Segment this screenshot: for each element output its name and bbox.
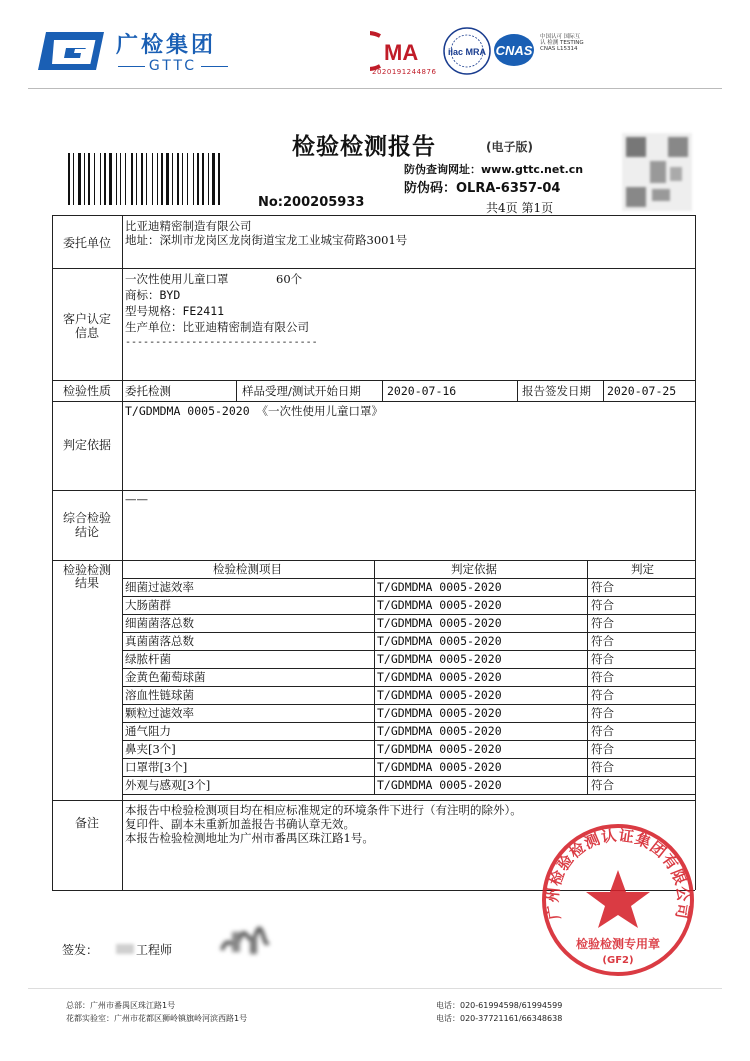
result-item: 大肠菌群 [125,598,171,612]
result-basis: T/GDMDMA 0005-2020 [377,580,502,594]
page-count: 共4页 第1页 [486,201,554,215]
table-border-top [52,215,695,216]
barcode-icon [68,153,256,205]
result-basis: T/GDMDMA 0005-2020 [377,598,502,612]
nature-label: 检验性质 [62,384,111,398]
issue-date: 2020-07-25 [607,384,677,398]
result-judgement: 符合 [591,670,614,684]
table-row [123,776,670,794]
conclusion-label-2: 结论 [74,525,99,539]
seal-code: (GF2) [602,955,634,966]
header-divider [28,88,722,89]
basis-label: 判定依据 [62,438,111,452]
result-basis: T/GDMDMA 0005-2020 [377,670,502,684]
handwritten-signature-icon [218,924,270,962]
result-basis: T/GDMDMA 0005-2020 [377,706,502,720]
table-row [123,632,670,650]
signer-label: 签发： [62,943,99,957]
table-row [123,704,670,722]
result-judgement: 符合 [591,652,614,666]
footer-divider [28,988,722,989]
nature-value: 委托检测 [125,384,171,398]
brand-sub-text: GTTC [145,58,201,74]
result-judgement: 符合 [591,580,614,594]
signer-name-redacted [116,944,134,954]
result-basis: T/GDMDMA 0005-2020 [377,652,502,666]
result-item: 口罩带[3个] [125,760,188,774]
result-item: 颗粒过滤效率 [125,706,194,720]
result-basis: T/GDMDMA 0005-2020 [377,634,502,648]
verify-url: 防伪查询网址：www.gttc.net.cn [404,163,584,176]
client-address: 地址：深圳市龙岗区龙岗街道宝龙工业城宝荷路3001号 [125,233,408,247]
header-item: 检验检测项目 [213,562,282,576]
result-basis: T/GDMDMA 0005-2020 [377,742,502,756]
receive-date: 2020-07-16 [387,384,457,398]
table-row [123,758,670,776]
product-name: 一次性使用儿童口罩 [125,272,229,286]
result-item: 真菌菌落总数 [125,634,194,648]
result-judgement: 符合 [591,778,614,792]
table-row [123,650,670,668]
result-judgement: 符合 [591,634,614,648]
result-basis: T/GDMDMA 0005-2020 [377,760,502,774]
report-number: No:200205933 [258,195,365,210]
result-judgement: 符合 [591,724,614,738]
anti-fake-code: 防伪码：OLRA-6357-04 [404,181,561,196]
cnas-text: CNAS [495,43,533,58]
table-row [123,578,670,596]
result-item: 绿脓杆菌 [125,652,171,666]
results-header-row [123,560,670,578]
table-row [123,740,670,758]
table-row [123,686,670,704]
table-border-right [695,215,696,890]
qr-code-icon [622,133,692,211]
product-brand: 商标：BYD [125,288,181,302]
customer-info-label-2: 信息 [74,326,99,340]
ilac-mra-logo-icon [442,26,492,76]
result-item: 金黄色葡萄球菌 [125,670,206,684]
result-item: 溶血性链球菌 [125,688,194,702]
footer-hq-address: 总部：广州市番禺区珠江路1号 [66,1001,176,1010]
product-model: 型号规格：FE2411 [125,304,225,318]
customer-info-label-1: 客户认定 [62,312,111,326]
table-row [123,722,670,740]
result-judgement: 符合 [591,688,614,702]
product-qty: 60个 [276,272,303,286]
result-basis: T/GDMDMA 0005-2020 [377,778,502,792]
basis-value: T/GDMDMA 0005-2020 《一次性使用儿童口罩》 [125,404,384,418]
table-row [123,596,670,614]
remark-line-3: 本报告检验检测地址为广州市番禺区珠江路1号。 [125,831,374,845]
conclusion-label-1: 综合检验 [62,511,111,525]
remark-line-1: 本报告中检验检测项目均在相应标准规定的环境条件下进行（有注明的除外）。 [125,803,522,817]
ilac-text: ilac MRA [447,47,487,57]
result-item: 通气阻力 [125,724,171,738]
result-basis: T/GDMDMA 0005-2020 [377,688,502,702]
cma-text: MA [384,40,419,65]
seal-center-text: 检验检测专用章 [575,937,661,951]
gttc-logo-icon [36,28,106,74]
result-item: 细菌菌落总数 [125,616,194,630]
info-dashes: -------------------------------- [125,337,318,348]
result-judgement: 符合 [591,598,614,612]
header-judgement: 判定 [631,562,654,576]
cma-number: 2020191244876 [372,68,437,76]
edition-tag: (电子版) [486,140,533,154]
result-item: 细菌过滤效率 [125,580,194,594]
table-row [123,614,670,632]
result-basis: T/GDMDMA 0005-2020 [377,724,502,738]
header-basis: 判定依据 [451,562,497,576]
conclusion-value: —— [125,492,148,506]
brand-name: 广检集团 [116,33,217,58]
signer-title: 工程师 [136,943,173,957]
table-row [123,668,670,686]
receive-date-label: 样品受理/测试开始日期 [242,384,361,398]
report-title: 检验检测报告 [292,134,436,160]
result-basis: T/GDMDMA 0005-2020 [377,616,502,630]
remark-line-2: 复印件、副本未重新加盖报告书确认章无效。 [125,817,355,831]
client-name: 比亚迪精密制造有限公司 [125,219,252,233]
footer-lab-phone: 电话：020-37721161/66348638 [436,1014,563,1023]
footer-hq-phone: 电话：020-61994598/61994599 [436,1001,563,1010]
result-judgement: 符合 [591,616,614,630]
official-seal-icon [540,822,696,978]
result-judgement: 符合 [591,742,614,756]
results-label-1: 检验检测 [62,563,111,577]
remarks-label: 备注 [74,816,99,830]
issue-date-label: 报告签发日期 [522,384,591,398]
seal-ring-text: 广州检验检测认证集团有限公司 [543,826,693,922]
result-judgement: 符合 [591,706,614,720]
result-item: 外观与感观[3个] [125,778,211,792]
client-label: 委托单位 [62,236,111,250]
results-label-2: 结果 [74,576,99,590]
product-manufacturer: 生产单位：比亚迪精密制造有限公司 [125,320,309,334]
result-item: 鼻夹[3个] [125,742,176,756]
result-judgement: 符合 [591,760,614,774]
cnas-subtext: 中国认可 国际互认 检测 TESTING CNAS L15314 [540,34,584,52]
footer-lab-address: 花都实验室：广州市花都区狮岭镇旗岭河滨西路1号 [66,1014,248,1023]
